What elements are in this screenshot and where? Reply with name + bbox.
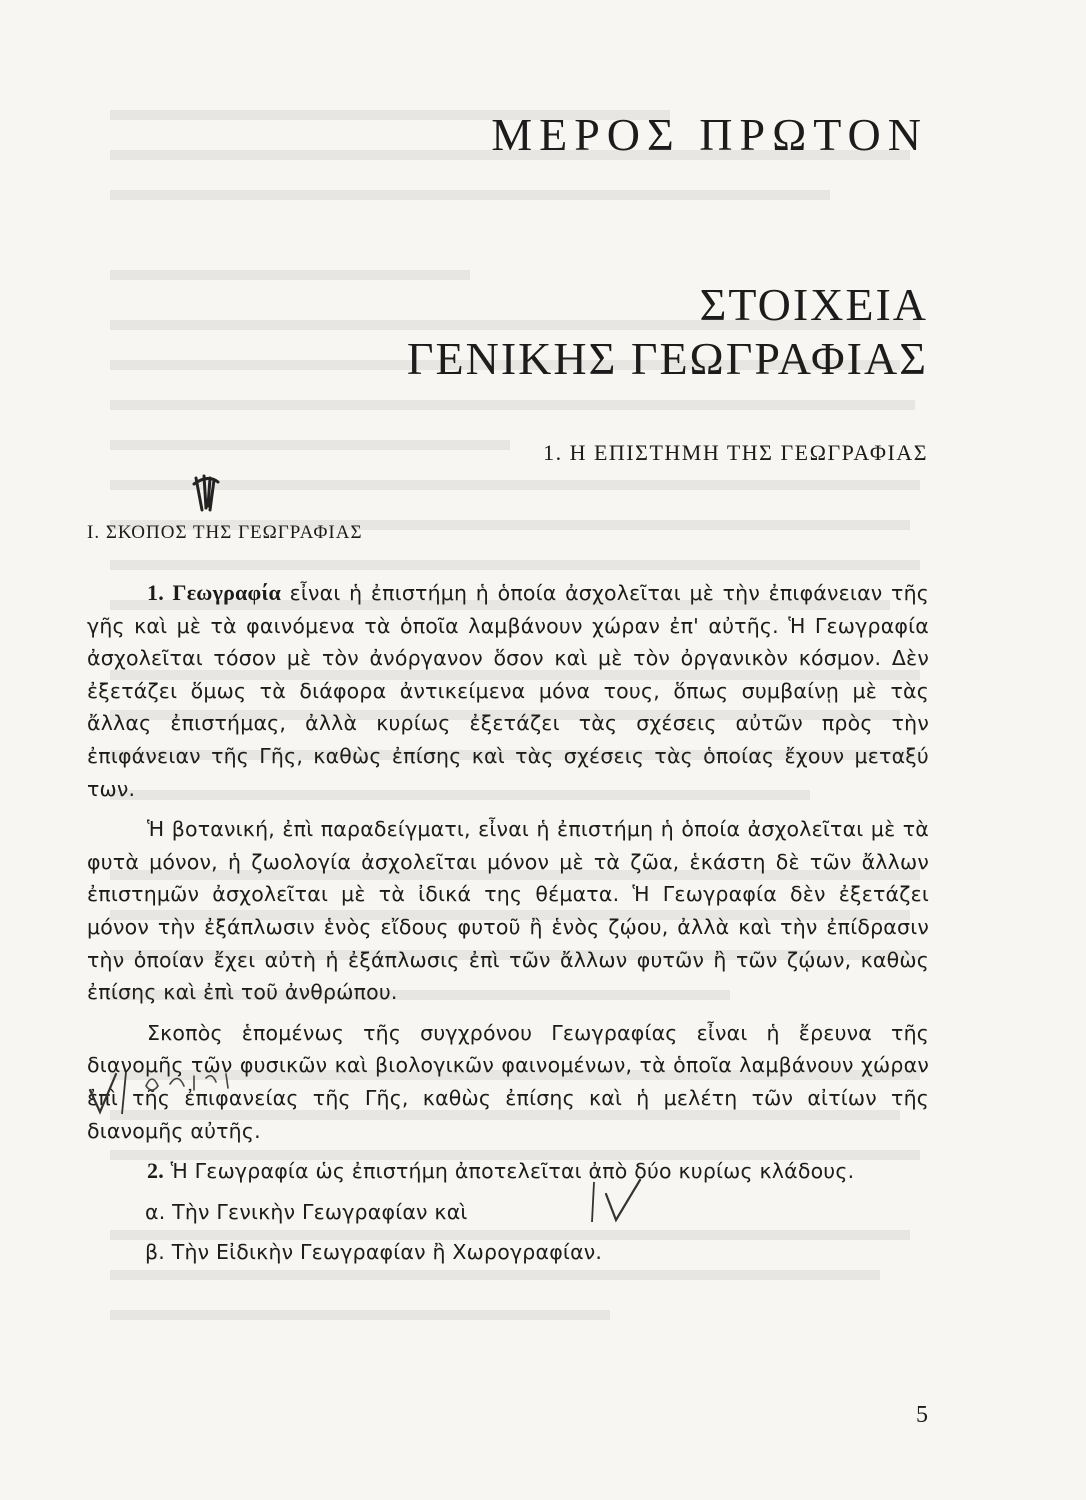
main-title-line-2: ΓΕΝΙΚΗΣ ΓΕΩΓΡΑΦΙΑΣ xyxy=(406,333,928,384)
paragraph-2: Ἡ βοτανική, ἐπὶ παραδείγματι, εἶναι ἡ ἐπιστήμη ἡ ὁποία ἀσχολεῖται μὲ τὰ φυτὰ μόνον, ἡ ζωολογία ἀσχολεῖται μόνον μὲ τὰ ζῶα, ἑκάστη δὲ τῶν ἄλλων ἐπιστημῶν ἀσχολεῖται μὲ τὰ ἰδικά της θέματα. Ἡ Γεωγραφία δὲν ἐξετάζει μόνον τὴν ἐξάπλωσιν ἑνὸς εἴδους φυτοῦ ἢ ἑνὸς ζῴου, ἀλλὰ καὶ τὴν ἐπίδρασιν τὴν ὁποίαν ἔχει αὐτὴ ἡ ἐξάπλωσις ἐπὶ τῶν ἄλλων φυτῶν ἢ τῶν ζῴων, καθὼς ἐπίσης καὶ ἐπὶ τοῦ ἀνθρώπου. xyxy=(87,817,929,1005)
part-title: ΜΕΡΟΣ ΠΡΩΤΟΝ xyxy=(491,109,928,160)
paragraph-4 xyxy=(87,1155,929,1188)
paragraph-number: 1. xyxy=(147,580,164,605)
paragraph-number: 2. xyxy=(147,1158,164,1184)
body-text xyxy=(87,577,929,1269)
paragraph-1-text: εἶναι ἡ ἐπιστήμη ἡ ὁποία ἀσχολεῖται μὲ τὴν ἐπιφάνειαν τῆς γῆς καὶ μὲ τὰ φαινόμενα τὰ ὁποῖα λαμβάνουν χώραν ἐπ' αὐτῆς. Ἡ Γεωγραφία ἀσχολεῖται τόσον μὲ τὸν ἀνόργανον ὅσον καὶ μὲ τὸν ὀργανικὸν κόσμον. Δὲν ἐξετάζει ὅμως τὰ διάφορα ἀντικείμενα μόνα τους, ὅπως συμβαίνῃ μὲ τὰς ἄλλας ἐπιστήμας, ἀλλὰ κυρίως ἐξετάζει τὰς σχέσεις αὐτῶν πρὸς τὴν ἐπιφάνειαν τῆς Γῆς, καθὼς ἐπίσης καὶ τὰς σχέσεις τὰς ὁποίας ἔχουν μεταξύ των. xyxy=(87,581,930,801)
handwritten-scribble-mark xyxy=(188,470,228,520)
defined-term: Γεωγραφία xyxy=(172,580,281,605)
handwritten-checkmark-margin xyxy=(86,1068,246,1118)
paragraph-4-text: Ἡ Γεωγραφία ὡς ἐπιστήμη ἀποτελεῖται ἀπὸ δύο κυρίως κλάδους. xyxy=(170,1159,855,1184)
paragraph-1 xyxy=(87,577,929,805)
list-item-b: β. Τὴν Εἰδικὴν Γεωγραφίαν ἢ Χωρογραφίαν. xyxy=(145,1240,603,1265)
handwritten-checkmark-end xyxy=(588,1178,658,1226)
paragraph-3: Σκοπὸς ἑπομένως τῆς συγχρόνου Γεωγραφίας εἶναι ἡ ἔρευνα τῆς διανομῆς τῶν φυσικῶν καὶ βιολογικῶν φαινομένων, τὰ ὁποῖα λαμβάνουν χώραν ἐπὶ τῆς ἐπιφανείας τῆς Γῆς, καθὼς ἐπίσης καὶ ἡ μελέτη τῶν αἰτίων τῆς διανομῆς αὐτῆς. xyxy=(87,1020,929,1143)
main-title-line-1: ΣΤΟΙΧΕΙΑ xyxy=(699,279,928,330)
page-number: 5 xyxy=(916,1402,928,1428)
section-title: Ι. ΣΚΟΠΟΣ ΤΗΣ ΓΕΩΓΡΑΦΙΑΣ xyxy=(87,522,363,543)
chapter-title: 1. Η ΕΠΙΣΤΗΜΗ ΤΗΣ ΓΕΩΓΡΑΦΙΑΣ xyxy=(543,440,928,465)
list-item-a: α. Τὴν Γενικὴν Γεωγραφίαν καὶ xyxy=(145,1199,468,1224)
